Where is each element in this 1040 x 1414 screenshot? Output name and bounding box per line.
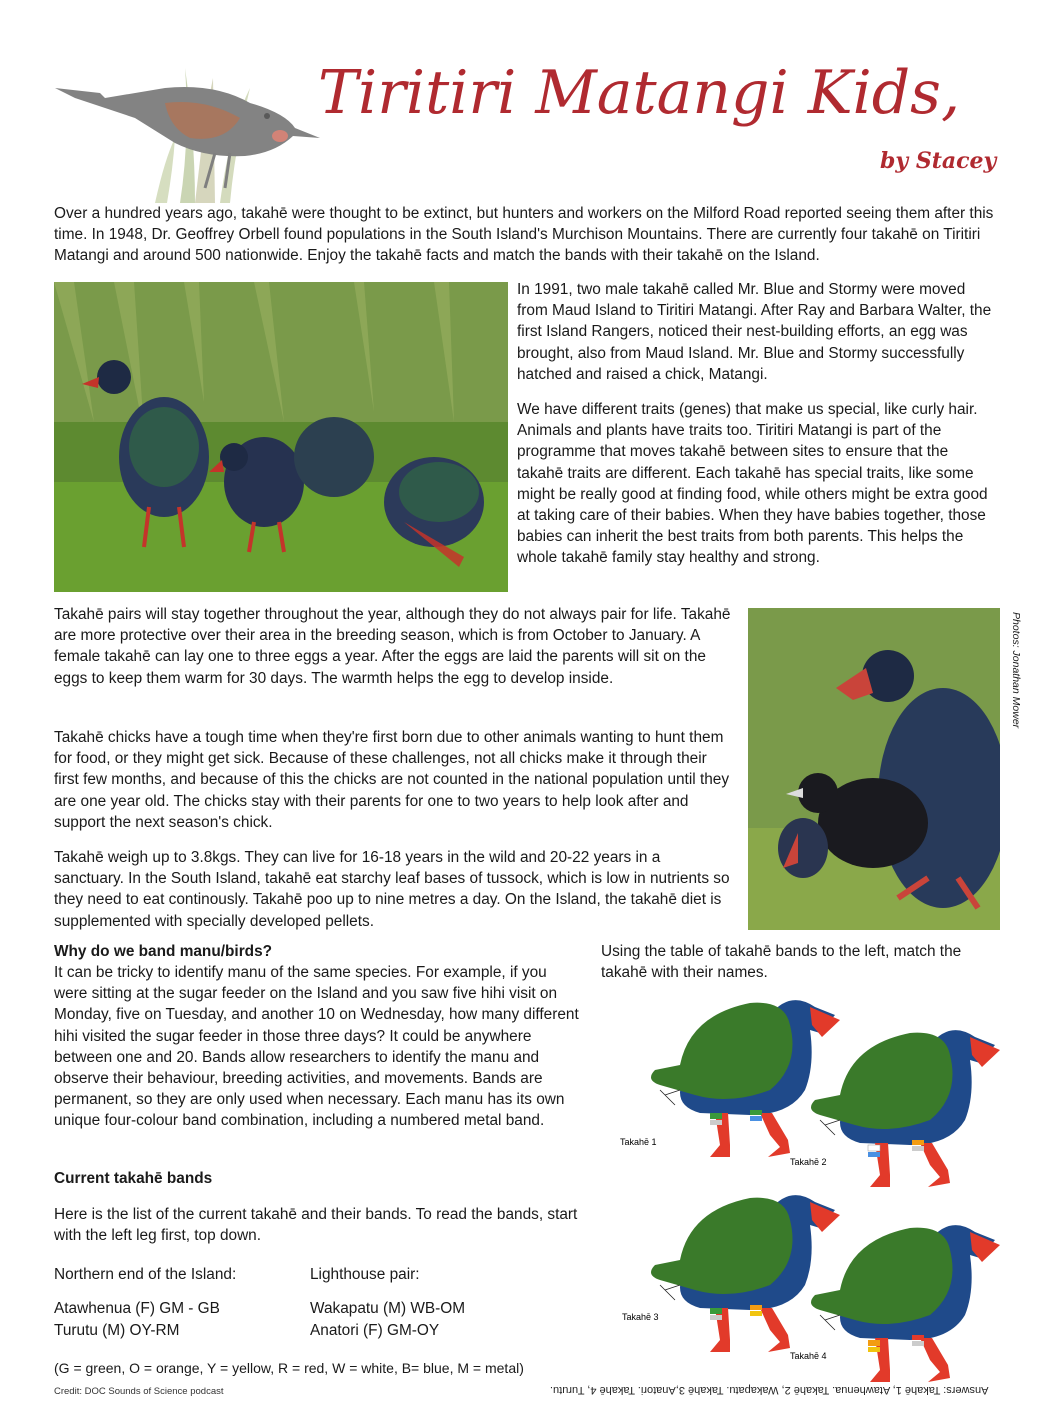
chicks-paragraph: Takahē chicks have a tough time when they're first born due to other animals wanting to hunt them for food, or they might get sick. Because of these challenges, not all chicks make it through their first few months, and because of this the chicks are not counted in the national population until they are one year old. The chicks stay with their parents for one to two years to help look after and support the next season's chick.: [54, 729, 730, 831]
pairs-paragraph: Takahē pairs will stay together throughout the year, although they do not always pair for life. Takahē are more protective over their area in the breeding season, which is from October to January. A female takahē can lay one to three eggs a year. After the eggs are laid the parents will sit on the eggs to keep them warm for 30 days. The warmth helps the egg to develop inside.: [54, 606, 731, 687]
bands-instructions: Here is the list of the current takahē and their bands. To read the bands, start with the left leg first, top down.: [54, 1206, 578, 1245]
group-lighthouse-title: Lighthouse pair:: [310, 1266, 420, 1283]
band: [912, 1146, 924, 1151]
banding-paragraph: It can be tricky to identify manu of the same species. For example, if you were sitting at the sugar feeder on the Island and you saw five hihi visit on Monday, five on Tuesday, and another 10 on Wednesday, how many different hihi visited the sugar feeder in those three days? It could be anywhere between one and 20. Bands allow researchers to identify the manu and observe their behaviour, breeding activities, and movements. Bands are permanent, so they are only used when necessary. Each manu has its own unique four-colour band combination, including a numbered metal band.: [54, 964, 579, 1130]
takahe-label-2: Takahē 2: [790, 1157, 827, 1167]
takahe-label-4: Takahē 4: [790, 1351, 827, 1361]
takahe-chick-photo: [748, 608, 1000, 930]
page-title: Tiritiri Matangi Kids,: [318, 58, 961, 128]
band: [868, 1347, 880, 1352]
photo-credit: Photos: Jonathan Mower: [1010, 612, 1022, 729]
weight-paragraph: Takahē weigh up to 3.8kgs. They can live for 16-18 years in the wild and 20-22 years in a sanctuary. In the South Island, takahē eat starchy leaf bases of tussock, which is low in nutrients so they need to eat continously. Takahē poo up to nine metres a day. On the Island, the takahē diet is supplemented with specially developed pellets.: [54, 849, 730, 930]
takahe-group-photo: [54, 282, 508, 592]
takahe-figure-2: [811, 1030, 1000, 1187]
band: [750, 1311, 762, 1316]
takahe-label-3: Takahē 3: [622, 1312, 659, 1322]
band-entry: Atawhenua (F) GM - GB: [54, 1300, 220, 1317]
band: [868, 1340, 880, 1346]
activity-instructions: Using the table of takahē bands to the left, match the takahē with their names.: [601, 943, 962, 982]
band: [710, 1308, 722, 1314]
credit-line: Credit: DOC Sounds of Science podcast: [54, 1386, 224, 1397]
intro-paragraph: Over a hundred years ago, takahē were thought to be extinct, but hunters and workers on the Milford Road reported seeing them after this time. In 1948, Dr. Geoffrey Orbell found populations in the South Island's Murchison Mountains. There are currently four takahē on Tiritiri Matangi and around 500 nationwide. Enjoy the takahē facts and match the bands with their takahē on the Island.: [54, 205, 994, 265]
answers-upside-down: Answers: Takahē 1, Atawhenua. Takahē 2, Wakapatu. Takahē 3,Anatori. Takahē 4, Turutu.: [550, 1384, 989, 1396]
saddleback-illustration: [55, 58, 330, 203]
band: [868, 1145, 880, 1151]
takahe-label-1: Takahē 1: [620, 1137, 657, 1147]
band: [750, 1305, 762, 1310]
band-entry: Anatori (F) GM-OY: [310, 1322, 440, 1339]
takahe-figure-1: [651, 1000, 840, 1157]
band: [710, 1113, 722, 1119]
bands-heading: Current takahē bands: [54, 1170, 213, 1187]
takahe-figure-3: [651, 1195, 840, 1352]
band-entry: Wakapatu (M) WB-OM: [310, 1300, 466, 1317]
band: [750, 1116, 762, 1121]
band-colour-key: (G = green, O = orange, Y = yellow, R = red, W = white, B= blue, M = metal): [54, 1360, 524, 1376]
band: [750, 1110, 762, 1115]
group-north-title: Northern end of the Island:: [54, 1266, 237, 1283]
band: [710, 1315, 722, 1320]
traits-paragraph: We have different traits (genes) that make us special, like curly hair. Animals and plants have traits too. Tiritiri Matangi is part of the programme that moves takahē between sites to ensure that the takahē traits are different. Each takahē has special traits, like some might be really good at finding food, while others might be extra good at taking care of their babies. When they have babies together, those babies can inherit the best traits from both parents. This helps the whole takahē family stay healthy and strong.: [517, 401, 988, 567]
takahe-diagram: [600, 985, 1020, 1385]
band-entry: Turutu (M) OY-RM: [54, 1322, 180, 1339]
band: [912, 1335, 924, 1340]
banding-heading: Why do we band manu/birds?: [54, 943, 273, 960]
author-byline: by Stacey: [880, 148, 997, 174]
history-paragraph: In 1991, two male takahē called Mr. Blue and Stormy were moved from Maud Island to Tiritiri Matangi. After Ray and Barbara Walter, the first Island Rangers, noticed their nest-building efforts, an egg was brought, also from Maud Island. Mr. Blue and Stormy successfully hatched and raised a chick, Matangi.: [517, 281, 992, 383]
band: [912, 1341, 924, 1346]
band: [868, 1152, 880, 1157]
takahe-figure-4: [811, 1225, 1000, 1382]
band: [710, 1120, 722, 1125]
band: [912, 1140, 924, 1145]
